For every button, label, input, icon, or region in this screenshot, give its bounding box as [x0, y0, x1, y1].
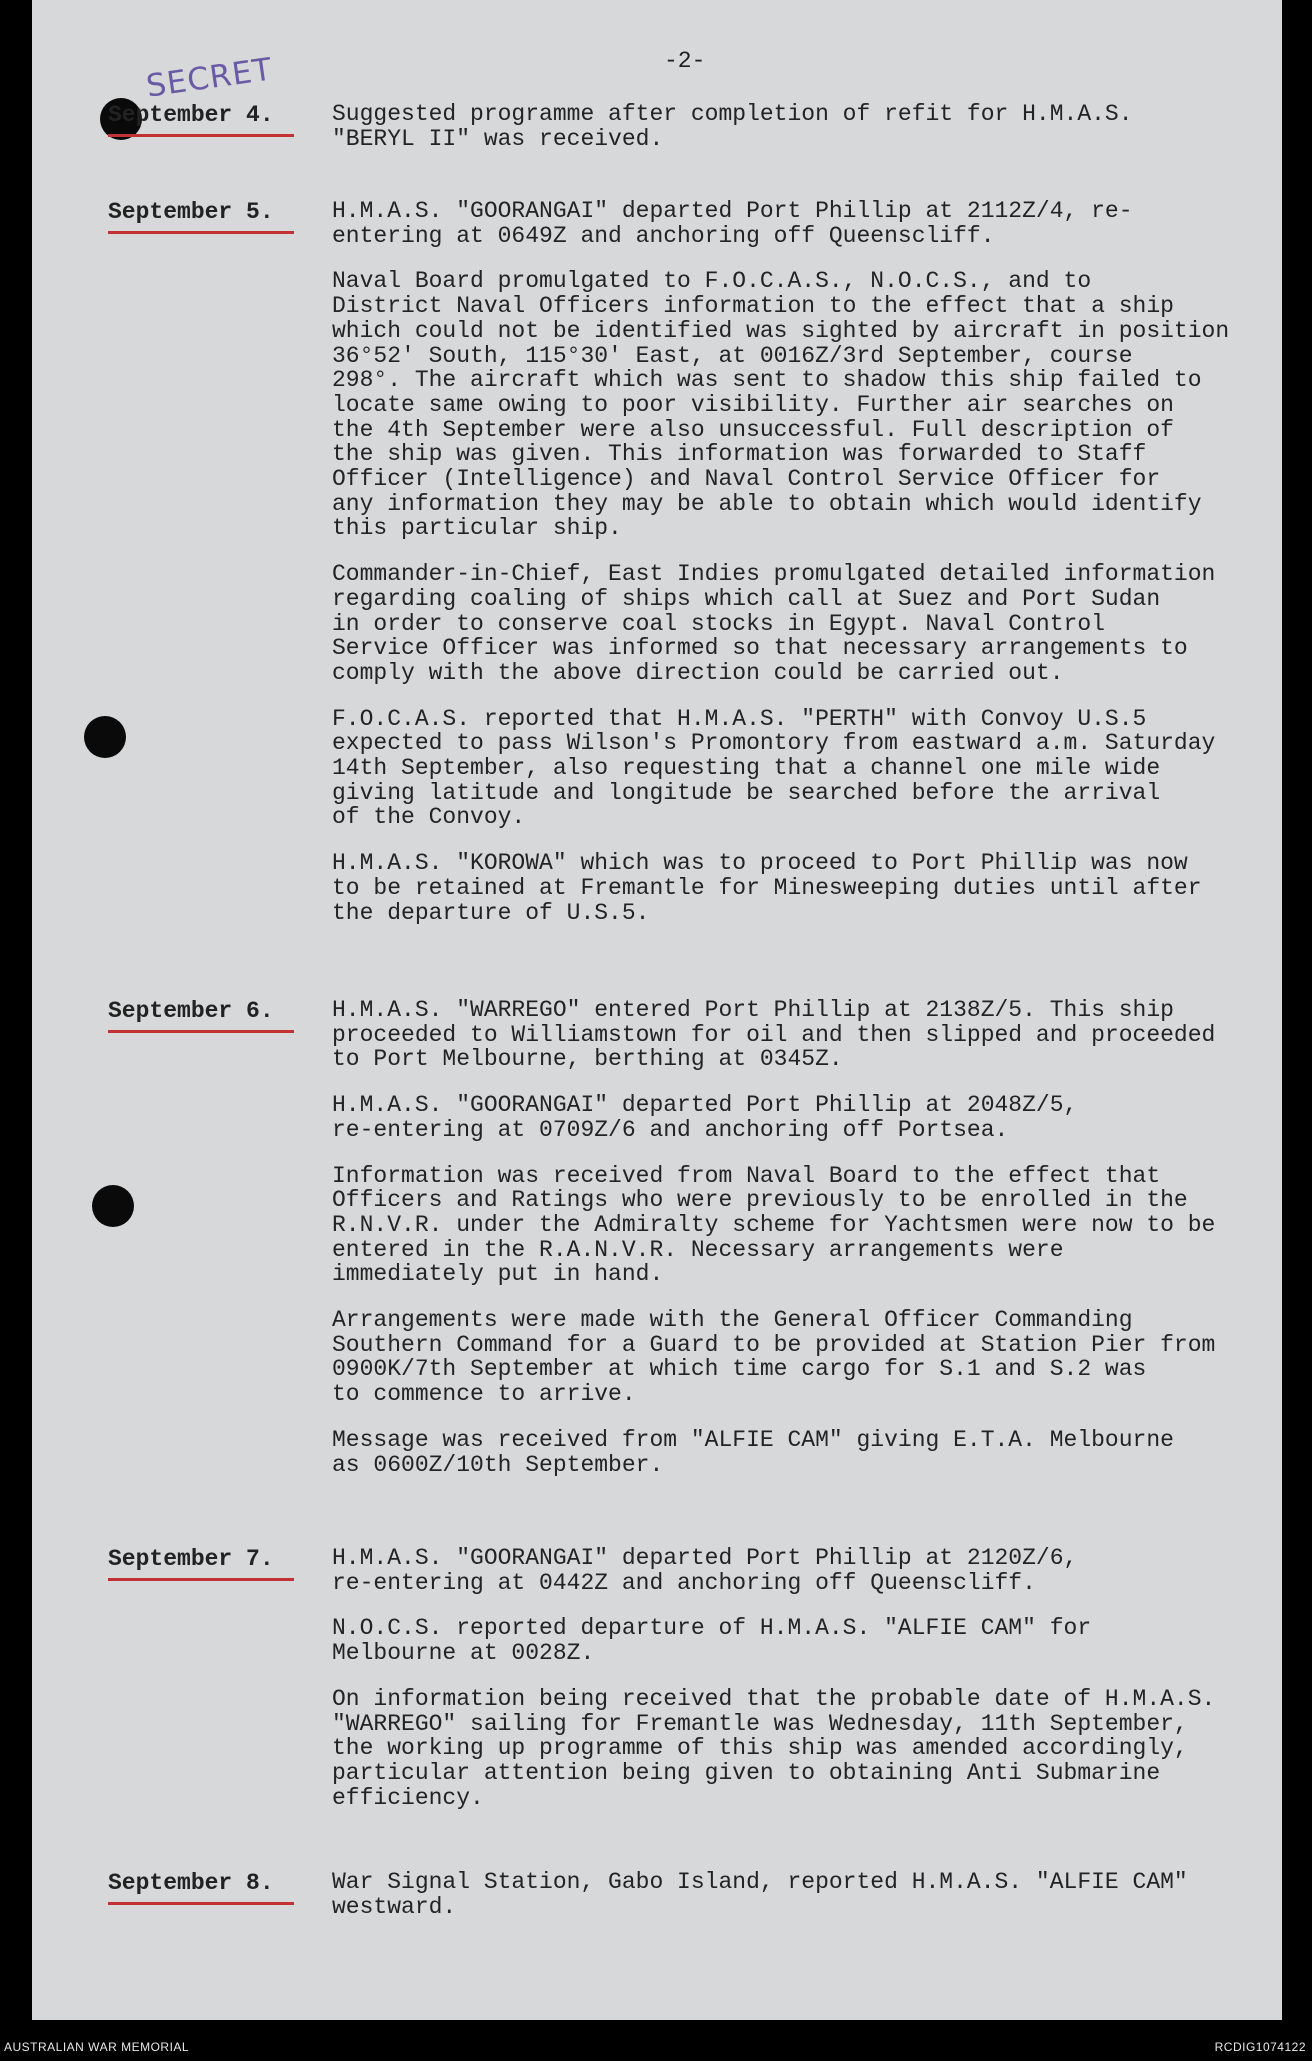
entry-date: September 5. — [108, 199, 274, 225]
secret-stamp: SECRET — [144, 51, 275, 105]
entry-paragraph: N.O.C.S. reported departure of H.M.A.S. "ALFIE CAM" for Melbourne at 0028Z. — [332, 1615, 1092, 1667]
entry-paragraph: H.M.A.S. "GOORANGAI" departed Port Phillip at 2048Z/5, re-entering at 0709Z/6 and anchoring off Portsea. — [332, 1092, 1078, 1143]
entry-date: September 4. — [108, 102, 274, 128]
entry-paragraph: Commander-in-Chief, East Indies promulgated detailed information regarding coaling of ships which call at Suez and Port Sudan in order to conserve coal stocks in Egypt. Naval Control Service Officer was informed so that necessary arrangements to comply with the above direction could be carried out. — [332, 561, 1216, 686]
punch-hole-icon — [92, 1185, 134, 1227]
entry-paragraph: H.M.A.S. "KOROWA" which was to proceed to Port Phillip was now to be retained at Fremantle for Minesweeping duties until after the departure of U.S.5. — [332, 850, 1202, 926]
date-underline — [108, 1902, 294, 1905]
entry-paragraph: Arrangements were made with the General Officer Commanding Southern Command for a Guard to be provided at Station Pier from 0900K/7th September at which time cargo for S.1 and S.2 was to commence to arrive. — [332, 1307, 1216, 1408]
archive-credit: AUSTRALIAN WAR MEMORIAL — [4, 2040, 190, 2054]
entry-body — [332, 998, 1312, 1498]
date-underline — [108, 1030, 294, 1033]
entry-paragraph: Naval Board promulgated to F.O.C.A.S., N.O.C.S., and to District Naval Officers information to the effect that a ship which could not be identified was sighted by aircraft in position 36°52' South, 115°30' East, at 0016Z/3rd September, course 298°. The aircraft which was sent to shadow this ship failed to locate same owing to poor visibility. Further air searches on the 4th September were also unsuccessful. Full description of the ship was given. This information was forwarded to Staff Officer (Intelligence) and Naval Control Service Officer for any information they may be able to obtain which would identify this particular ship. — [332, 268, 1230, 542]
date-underline — [108, 231, 294, 234]
entry-paragraph: F.O.C.A.S. reported that H.M.A.S. "PERTH" with Convoy U.S.5 expected to pass Wilson's Promontory from eastward a.m. Saturday 14th September, also requesting that a channel one mile wide giving latitude and longitude be searched before the arrival of the Convoy. — [332, 705, 1216, 831]
entry-body — [332, 1546, 1312, 1831]
document-page — [32, 0, 1282, 2020]
entry-paragraph: H.M.A.S. "GOORANGAI" departed Port Phillip at 2112Z/4, re- entering at 0649Z and anchoring off Queenscliff. — [332, 198, 1133, 249]
archive-reference: RCDIG1074122 — [1214, 2040, 1306, 2054]
page-number: -2- — [664, 48, 706, 74]
entry-paragraph: Suggested programme after completion of refit for H.M.A.S. "BERYL II" was received. — [332, 101, 1133, 152]
entry-body — [332, 199, 1312, 946]
entry-body — [332, 1870, 1312, 1940]
entry-paragraph: Message was received from "ALFIE CAM" giving E.T.A. Melbourne as 0600Z/10th September. — [332, 1426, 1174, 1478]
entry-date: September 7. — [108, 1546, 274, 1572]
entry-date: September 6. — [108, 998, 274, 1024]
entry-paragraph: War Signal Station, Gabo Island, reported H.M.A.S. "ALFIE CAM" westward. — [332, 1869, 1188, 1920]
entry-paragraph: On information being received that the probable date of H.M.A.S. "WARREGO" sailing for Fremantle was Wednesday, 11th September, the working up programme of this ship was amended accordingly, particular attention being given to obtaining Anti Submarine efficiency. — [332, 1685, 1216, 1811]
date-underline — [108, 134, 294, 137]
entry-paragraph: H.M.A.S. "WARREGO" entered Port Phillip at 2138Z/5. This ship proceeded to Williamstown for oil and then slipped and proceeded to Port Melbourne, berthing at 0345Z. — [332, 997, 1216, 1073]
entry-body — [332, 102, 1312, 172]
entry-date: September 8. — [108, 1870, 274, 1896]
punch-hole-icon — [84, 716, 126, 758]
date-underline — [108, 1578, 294, 1581]
entry-paragraph: H.M.A.S. "GOORANGAI" departed Port Phillip at 2120Z/6, re-entering at 0442Z and anchoring off Queenscliff. — [332, 1545, 1078, 1596]
entry-paragraph: Information was received from Naval Board to the effect that Officers and Ratings who were previously to be enrolled in the R.N.V.R. under the Admiralty scheme for Yachtsmen were now to be entered in the R.A.N.V.R. Necessary arrangements were immediately put in hand. — [332, 1162, 1216, 1288]
